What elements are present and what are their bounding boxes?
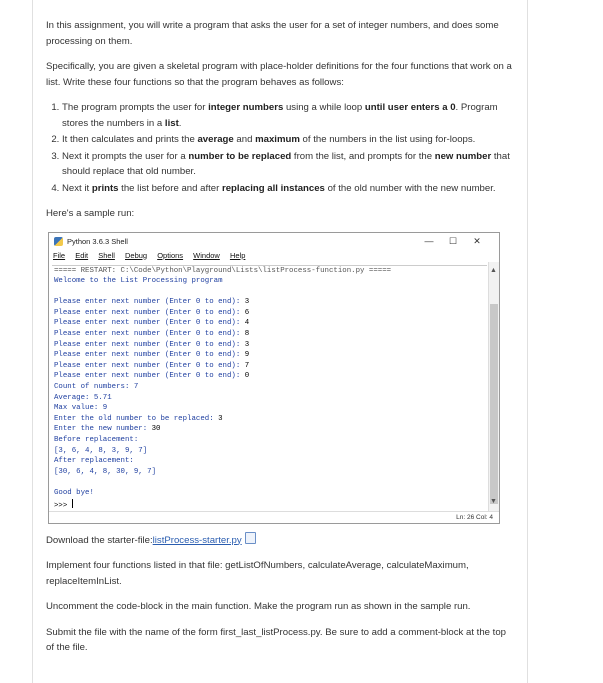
python-icon <box>54 237 63 246</box>
console-input: 0 <box>244 372 250 381</box>
console-input: 6 <box>244 308 250 317</box>
console-line: Enter the new number: 30 <box>54 425 161 434</box>
intro-paragraph: In this assignment, you will write a program that asks the user for a set of integer numbers, and does some processing on them. <box>46 20 499 47</box>
text-cursor <box>72 499 73 508</box>
scrollbar-thumb[interactable] <box>490 304 498 504</box>
shell-statusbar: Ln: 26 Col: 4 <box>49 511 499 523</box>
submit-paragraph: Submit the file with the name of the form first_last_listProcess.py. Be sure to add a comment-block at the top of the file. <box>46 626 507 653</box>
console-line: Please enter next number (Enter 0 to end): 0 <box>54 372 250 381</box>
console-line: [30, 6, 4, 8, 30, 9, 7] <box>54 467 157 476</box>
console-line: Please enter next number (Enter 0 to end): 3 <box>54 298 250 307</box>
console-line: Count of numbers: 7 <box>54 383 139 392</box>
assignment-content <box>46 18 516 666</box>
window-controls <box>417 233 489 250</box>
console-line: Welcome to the List Processing program <box>54 277 223 286</box>
shell-menubar <box>49 250 499 262</box>
menu-window[interactable]: Window <box>193 250 220 260</box>
scroll-up-icon[interactable]: ▲ <box>490 266 497 274</box>
minimize-button[interactable]: — <box>424 235 434 246</box>
console-line: Please enter next number (Enter 0 to end): 3 <box>54 340 250 349</box>
console-input: 8 <box>244 330 250 339</box>
shell-console[interactable] <box>52 265 487 511</box>
menu-file[interactable]: File <box>53 250 66 260</box>
sample-run-label: Here's a sample run: <box>46 208 135 219</box>
menu-edit[interactable]: Edit <box>75 250 89 260</box>
menu-help[interactable]: Help <box>229 250 246 260</box>
console-line: Please enter next number (Enter 0 to end): 7 <box>54 361 250 370</box>
step-item: 2. It then calculates and prints the average and maximum of the numbers in the list using for-loops. <box>62 132 516 148</box>
step-item: 3. Next it prompts the user for a number to be replaced from the list, and prompts for the new number that should replace that old number. <box>62 149 516 180</box>
console-line: Max value: 9 <box>54 404 108 413</box>
python-shell-window <box>48 232 500 524</box>
console-line: Please enter next number (Enter 0 to end): 4 <box>54 319 250 328</box>
uncomment-paragraph: Uncomment the code-block in the main function. Make the program run as shown in the sample run. <box>46 601 471 612</box>
steps-list <box>46 100 516 196</box>
download-paragraph: Download the starter-file:listProcess-starter.py <box>46 532 516 549</box>
step-item: 4. Next it prints the list before and after replacing all instances of the old number with the new number. <box>62 181 516 197</box>
console-line: After replacement: <box>54 457 134 466</box>
console-lines <box>54 276 487 498</box>
console-line: Before replacement: <box>54 436 139 444</box>
starter-file-link[interactable]: listProcess-starter.py <box>152 534 242 546</box>
menu-debug[interactable]: Debug <box>125 250 148 260</box>
step-item: 1. The program prompts the user for integer numbers using a while loop until user enters a 0. Program stores the numbers in a list. <box>62 100 516 131</box>
console-line: [3, 6, 4, 8, 3, 9, 7] <box>54 446 148 455</box>
console-line <box>54 477 487 488</box>
console-line: Enter the old number to be replaced: 3 <box>54 414 223 423</box>
console-line: Please enter next number (Enter 0 to end): 6 <box>54 308 250 317</box>
console-input: 3 <box>244 340 250 349</box>
shell-titlebar <box>49 233 499 250</box>
restart-line: ===== RESTART: C:\Code\Python\Playground\Lists\listProcess-function.py ===== <box>54 266 392 275</box>
console-line: Please enter next number (Enter 0 to end): 8 <box>54 330 250 339</box>
spec-paragraph: Specifically, you are given a skeletal program with place-holder definitions for the four functions that work on a list. Write these four functions so that the program behaves as follows: <box>46 61 512 88</box>
console-line: Average: 5.71 <box>54 393 112 402</box>
implement-paragraph: Implement four functions listed in that file: getListOfNumbers, calculateAverage, calculateMaximum, replaceItemInList. <box>46 560 469 587</box>
file-icon[interactable] <box>245 532 256 544</box>
console-input: 30 <box>151 425 161 434</box>
console-input: 3 <box>218 414 223 423</box>
console-input: 4 <box>244 319 250 328</box>
console-input: 3 <box>244 298 250 307</box>
console-input: 9 <box>244 351 250 360</box>
maximize-button[interactable]: ☐ <box>448 235 458 246</box>
close-button[interactable]: ✕ <box>473 235 481 246</box>
console-line: Good bye! <box>54 488 94 497</box>
prompt-line[interactable] <box>54 499 487 511</box>
vertical-scrollbar[interactable] <box>488 262 499 511</box>
shell-title: Python 3.6.3 Shell <box>67 236 128 246</box>
console-line: Please enter next number (Enter 0 to end): 9 <box>54 351 250 360</box>
scroll-down-icon[interactable]: ▼ <box>490 498 497 505</box>
shell-prompt: >>> <box>54 501 72 510</box>
menu-shell[interactable]: Shell <box>98 250 115 260</box>
console-input: 7 <box>244 361 250 370</box>
menu-options[interactable]: Options <box>157 250 184 260</box>
console-line <box>54 287 487 298</box>
